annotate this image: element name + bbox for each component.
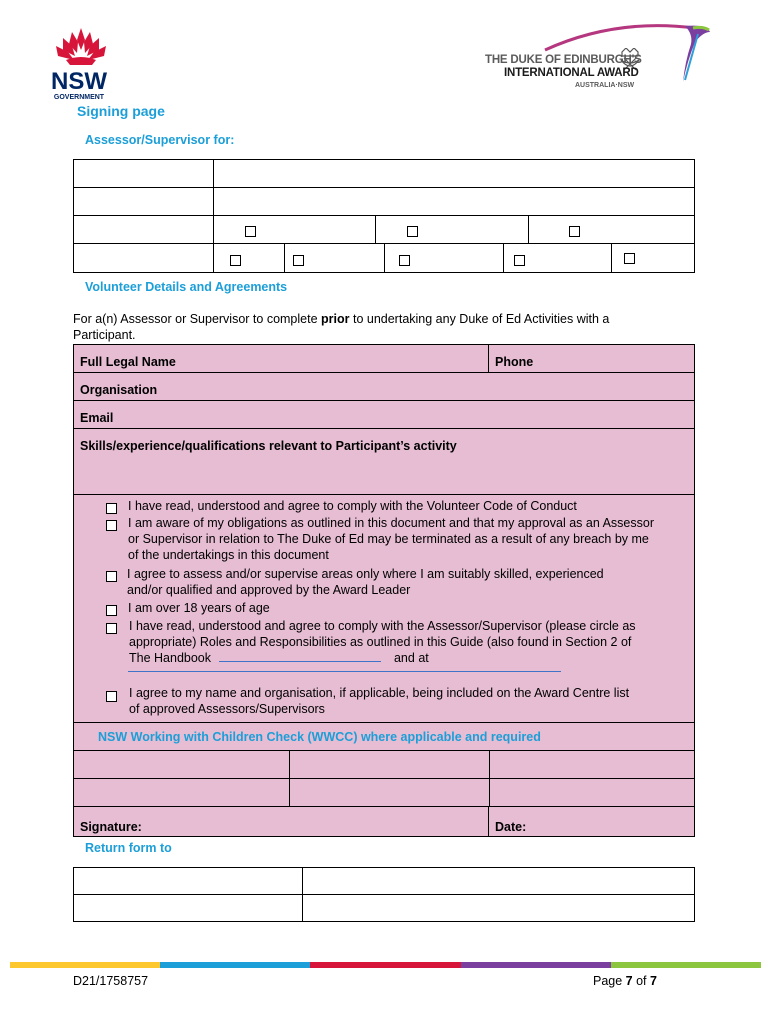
footer-bar-green	[611, 962, 761, 968]
return-table	[73, 867, 695, 922]
section-option-cell	[214, 216, 376, 244]
award-name-line1: THE DUKE OF EDINBURGH'S	[485, 54, 642, 66]
return-label-cell-1	[74, 868, 303, 895]
level-label-cell	[74, 244, 214, 273]
full-name-label: Full Legal Name	[80, 355, 176, 369]
level-option-3-checkbox[interactable]	[399, 255, 410, 266]
handbook-link-field[interactable]	[219, 651, 381, 662]
email-field[interactable]	[74, 401, 695, 429]
page-current: 7	[625, 974, 633, 988]
intro-paragraph	[73, 311, 673, 343]
level-option-1-checkbox[interactable]	[230, 255, 241, 266]
footer-color-bar	[10, 962, 761, 968]
section-option-cell	[376, 216, 529, 244]
return-label-cell-2	[74, 895, 303, 922]
phone-label: Phone	[495, 355, 534, 369]
signature-label: Signature:	[80, 820, 142, 834]
organisation-field[interactable]	[74, 373, 695, 401]
wwcc-expiry-value[interactable]	[490, 779, 695, 807]
agreement-6-text: I agree to my name and organisation, if applicable, being included on the Award Centre list of approved Assessors/Supervisors	[129, 686, 630, 716]
agreement-5-text	[129, 618, 649, 666]
page-total: 7	[650, 974, 657, 988]
agreement-6-checkbox[interactable]	[106, 691, 117, 702]
section-option-3-checkbox[interactable]	[569, 226, 580, 237]
website-link-field[interactable]	[128, 669, 561, 672]
agreement-1-text: I have read, understood and agree to comply with the Volunteer Code of Conduct	[128, 499, 577, 513]
phone-field[interactable]	[489, 345, 695, 373]
return-heading: Return form to	[85, 841, 172, 855]
agreement-2-checkbox[interactable]	[106, 520, 117, 531]
assessor-table	[73, 159, 695, 273]
agreement-1-checkbox[interactable]	[106, 503, 117, 514]
duke-of-ed-logo	[480, 22, 720, 97]
section-label-cell	[74, 216, 214, 244]
nsw-government-logo	[44, 26, 118, 101]
level-option-cell	[285, 244, 385, 273]
page-prefix: Page	[593, 974, 626, 988]
footer-bar-yellow	[10, 962, 160, 968]
email-label: Email	[80, 411, 114, 425]
return-value-field-2[interactable]	[303, 895, 695, 922]
nsw-logo-text: NSW	[51, 68, 107, 95]
footer-bar-blue	[160, 962, 310, 968]
agreement-5-checkbox[interactable]	[106, 623, 117, 634]
date-field[interactable]	[489, 807, 695, 837]
wwcc-number-field[interactable]	[290, 751, 490, 779]
page-of: of	[632, 974, 650, 988]
document-id: D21/1758757	[73, 974, 149, 988]
agreement-2-text: I am aware of my obligations as outlined in this document and that my approval as an Assessor or Supervisor in relation to The Duke of Ed may be terminated as a result of any breach by me of the undertakings in this document	[128, 516, 654, 562]
organisation-label: Organisation	[80, 383, 158, 397]
award-name-line2: INTERNATIONAL AWARD	[504, 67, 639, 79]
agreement-3-text: I agree to assess and/or supervise areas only where I am suitably skilled, experienced and/or qualified and approved by the Award Leader	[127, 567, 604, 597]
wwcc-heading-cell	[74, 723, 695, 751]
waratah-icon	[44, 26, 118, 66]
wwcc-expiry-field[interactable]	[490, 751, 695, 779]
skills-field[interactable]	[74, 429, 695, 495]
signature-field[interactable]	[74, 807, 489, 837]
agreement-4-text: I am over 18 years of age	[128, 601, 270, 615]
wwcc-number-value[interactable]	[290, 779, 490, 807]
level-option-cell	[612, 244, 695, 273]
wwcc-name-field[interactable]	[74, 751, 290, 779]
agreement-3-checkbox[interactable]	[106, 571, 117, 582]
skills-label: Skills/experience/qualifications relevant to Participant’s activity	[80, 439, 457, 453]
intro-text-before: For a(n) Assessor or Supervisor to complete	[73, 312, 322, 326]
assessor-role-field[interactable]	[214, 188, 695, 216]
page-number	[593, 973, 657, 989]
agreements-cell	[74, 495, 695, 723]
assessor-name-label-cell	[74, 160, 214, 188]
footer-bar-red	[310, 962, 460, 968]
footer-bar-purple	[461, 962, 611, 968]
and-at-text: and at	[393, 651, 429, 665]
section-option-cell	[529, 216, 695, 244]
nsw-logo-subtext: GOVERNMENT	[53, 94, 105, 101]
assessor-role-label-cell	[74, 188, 214, 216]
section-option-1-checkbox[interactable]	[245, 226, 256, 237]
intro-text-after: to undertaking any Duke of Ed Activities with a Participant.	[73, 312, 610, 342]
agreement-4-checkbox[interactable]	[106, 605, 117, 616]
page-title: Signing page	[77, 103, 165, 119]
assessor-heading: Assessor/Supervisor for:	[85, 133, 235, 147]
wwcc-name-value[interactable]	[74, 779, 290, 807]
agreement-5-body: I have read, understood and agree to comply with the Assessor/Supervisor (please circle as appropriate) Roles and Responsibilities as outlined in this Guide (also found in Section 2 of The Handbook	[129, 619, 636, 665]
wwcc-heading: NSW Working with Children Check (WWCC) where applicable and required	[98, 730, 541, 744]
return-value-field-1[interactable]	[303, 868, 695, 895]
date-label: Date:	[495, 820, 527, 834]
full-name-field[interactable]	[74, 345, 489, 373]
level-option-cell	[385, 244, 504, 273]
intro-text-bold: prior	[321, 312, 350, 326]
volunteer-form	[73, 344, 695, 837]
level-option-4-checkbox[interactable]	[514, 255, 525, 266]
assessor-name-field[interactable]	[214, 160, 695, 188]
volunteer-heading: Volunteer Details and Agreements	[85, 280, 288, 294]
level-option-5-checkbox[interactable]	[624, 253, 635, 264]
level-option-cell	[214, 244, 285, 273]
level-option-2-checkbox[interactable]	[293, 255, 304, 266]
award-name-line3: AUSTRALIA·NSW	[575, 82, 635, 89]
level-option-cell	[504, 244, 612, 273]
section-option-2-checkbox[interactable]	[407, 226, 418, 237]
